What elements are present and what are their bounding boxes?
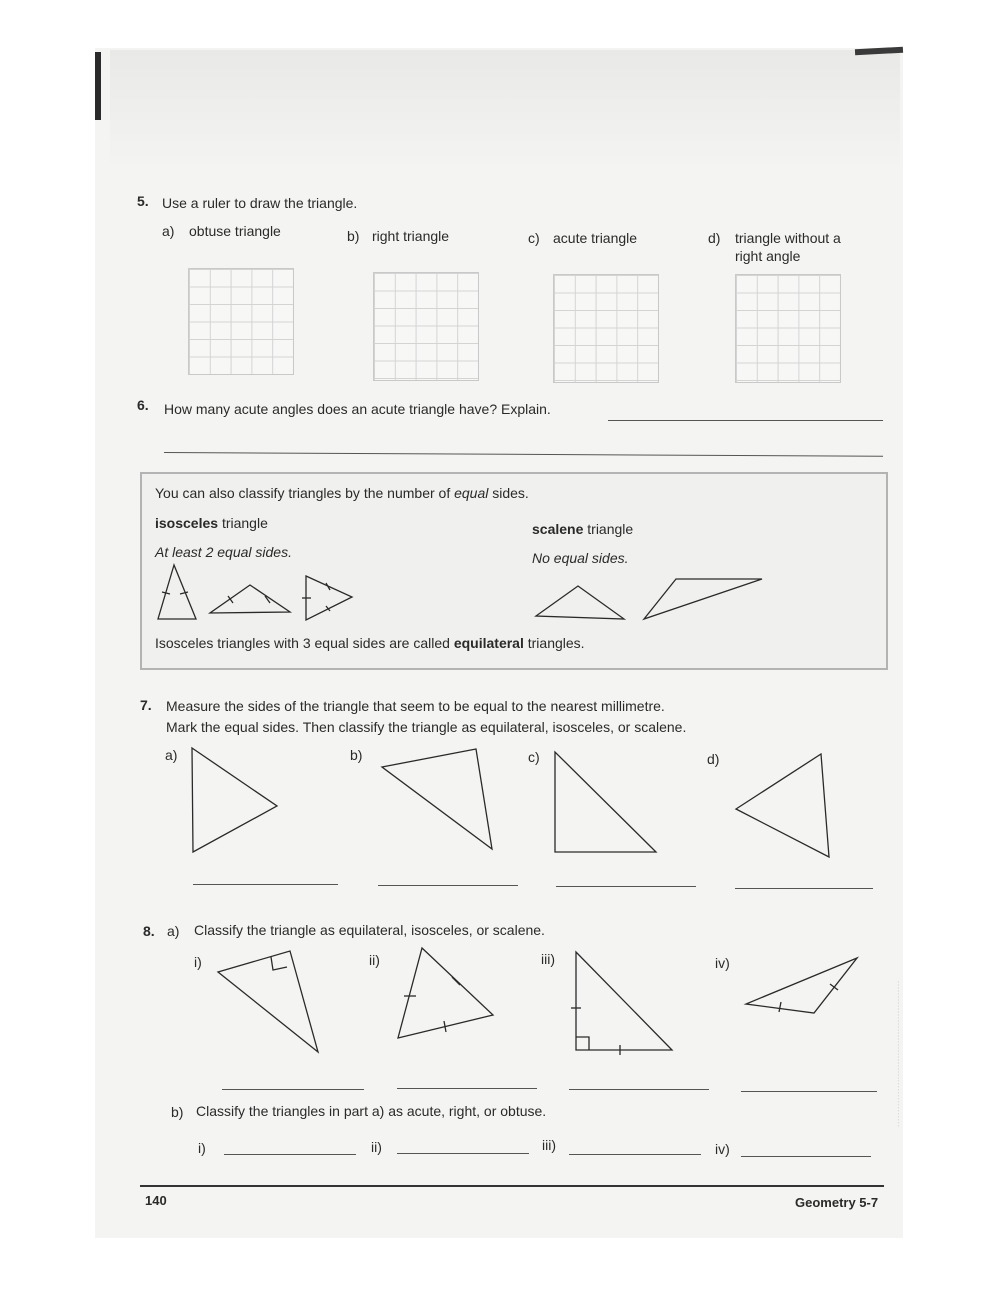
q8a-label: a) <box>167 923 180 939</box>
scalene-definition: No equal sides. <box>532 550 629 566</box>
q7b-label: b) <box>350 747 363 763</box>
info-intro: You can also classify triangles by the number of equal sides. <box>155 485 529 501</box>
q7b-triangle <box>382 749 492 849</box>
q7d-triangle <box>736 754 829 857</box>
q7c-label: c) <box>528 749 540 765</box>
scalene-example-1 <box>536 586 624 619</box>
q7-line1: Measure the sides of the triangle that seem to be equal to the nearest millimetre. <box>166 698 665 714</box>
q5-number: 5. <box>137 193 149 209</box>
isosceles-example-wide <box>210 585 290 613</box>
q8-number: 8. <box>143 923 155 939</box>
q5c-text: acute triangle <box>553 230 638 246</box>
q8-iii-triangle <box>571 952 672 1055</box>
q7a-triangle <box>192 748 277 852</box>
scalene-example-2 <box>644 579 762 619</box>
q7d-label: d) <box>707 751 720 767</box>
q8-ii-triangle <box>398 948 493 1038</box>
q8b-iii-label: iii) <box>542 1137 556 1153</box>
isosceles-example-pointing-right <box>302 576 352 620</box>
equilateral-note: Isosceles triangles with 3 equal sides are called equilateral triangles. <box>155 635 585 651</box>
q5b-label: b) <box>347 228 360 244</box>
q8b-i-label: i) <box>198 1140 206 1156</box>
q7-line2: Mark the equal sides. Then classify the triangle as equilateral, isosceles, or scalene. <box>166 719 687 735</box>
page-number: 140 <box>145 1193 167 1208</box>
q5-prompt: Use a ruler to draw the triangle. <box>162 195 358 211</box>
q6-prompt: How many acute angles does an acute triangle have? Explain. <box>164 401 551 417</box>
q8a-prompt: Classify the triangle as equilateral, isosceles, or scalene. <box>194 922 545 938</box>
q5d-label: d) <box>708 230 721 246</box>
q5d-text-line2: right angle <box>735 248 801 264</box>
q8a-iii-label: iii) <box>541 951 555 967</box>
q8-i-triangle <box>218 951 318 1052</box>
q7-number: 7. <box>140 697 152 713</box>
q8a-ii-label: ii) <box>369 952 380 968</box>
q8-iv-triangle <box>746 958 857 1013</box>
q5d-text: triangle without a <box>735 230 841 246</box>
q5a-text: obtuse triangle <box>189 223 281 239</box>
copyright-edge-strip: ················································· <box>896 980 902 1127</box>
section-label: Geometry 5-7 <box>795 1195 879 1210</box>
q8a-iv-label: iv) <box>715 955 730 971</box>
q8b-prompt: Classify the triangles in part a) as acute, right, or obtuse. <box>196 1103 547 1119</box>
q8a-i-label: i) <box>194 954 202 970</box>
q5a-label: a) <box>162 223 175 239</box>
q8b-label: b) <box>171 1104 184 1120</box>
q6-number: 6. <box>137 397 149 413</box>
scalene-heading: scalene triangle <box>532 521 634 537</box>
isosceles-example-tall <box>158 565 196 619</box>
isosceles-heading: isosceles triangle <box>155 515 268 531</box>
q8b-ii-label: ii) <box>371 1139 382 1155</box>
isosceles-definition: At least 2 equal sides. <box>155 544 292 560</box>
q5b-text: right triangle <box>372 228 450 244</box>
q7c-triangle <box>555 752 656 852</box>
q5c-label: c) <box>528 230 540 246</box>
q7a-label: a) <box>165 747 178 763</box>
q8b-iv-label: iv) <box>715 1141 730 1157</box>
